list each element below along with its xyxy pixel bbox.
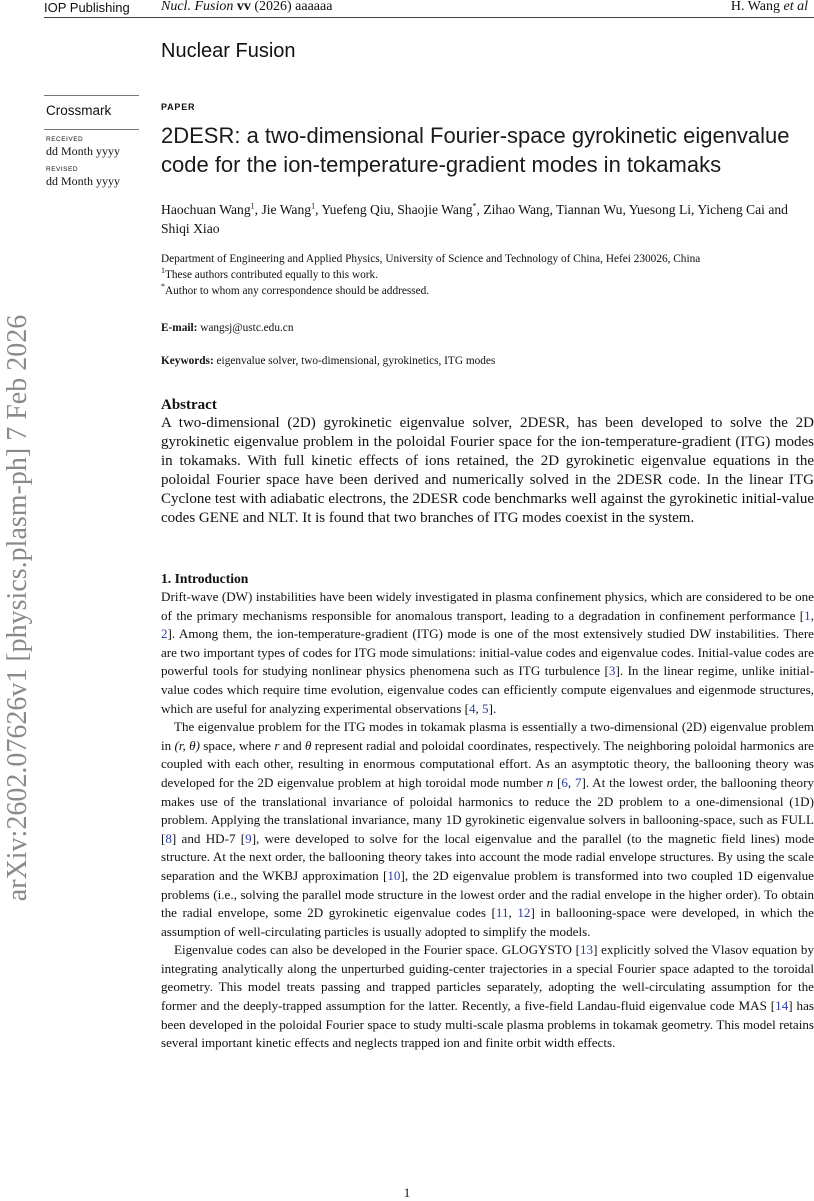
author-name: Shiqi Xiao [161,221,220,236]
author-name: Haochuan Wang [161,202,251,217]
author-name: Shaojie Wang [397,202,473,217]
citation-link[interactable]: 7 [574,774,582,790]
citation-link[interactable]: 13 [580,942,594,958]
citation-link[interactable]: 5 [482,700,489,716]
citation-journal: Nucl. Fusion [161,0,234,14]
text-run: , [475,700,483,716]
crossmark-link[interactable]: Crossmark [46,103,112,118]
journal-citation [161,0,332,15]
math-symbol: θ [305,737,312,753]
text-run: ]. [488,700,497,716]
text-run: , [810,607,814,623]
received-value: dd Month yyyy [46,144,121,158]
citation-link[interactable]: 4 [468,700,476,716]
email-address[interactable]: wangsj@ustc.edu.cn [200,322,294,334]
abstract-text: A two-dimensional (2D) gyrokinetic eigenvalue solver, 2DESR, has been developed to solve the 2D gyrokinetic eigenvalue problem in the poloidal Fourier space for the ion-temperature-gradient (ITG) modes in tokamaks. With full kinetic effects of ions retained, the 2D gyrokinetic eigenvalue equations in the poloidal Fourier space have been derived and numerically solved in the 2DESR code. In the linear ITG Cyclone test with adiabatic electrons, the 2DESR code benchmarks well against the gyrokinetic initial-value codes GENE and NLT. It is found that two branches of ITG modes coexist in the system. [161,415,814,526]
running-authors [731,0,808,15]
author-separator: , [254,202,262,217]
paragraph-1 [161,588,814,718]
text-run: represent radial and poloidal coordinates, respectively. The neighboring poloidal harmonics are coupled with each other, resulting in enormous computational effort. As an asymptotic theory, the ballooning theory was developed for the 2D eigenvalue problem at high toroidal mode number [161,737,814,790]
citation-link[interactable]: 3 [608,663,616,679]
affiliation-block [161,251,700,299]
equal-contribution-note [161,267,700,283]
revised-value: dd Month yyyy [46,174,121,188]
math-symbol: n [546,774,554,790]
text-run: ]. In the linear regime, unlike initial-value codes which require time evolution, eigenvalue codes can efficiently compute eigenvalues and eigenmode structures, which are useful for analyzing experimental observations [ [161,663,814,716]
affiliation: Department of Engineering and Applied Physics, University of Science and Technology of China, Hefei 230026, China [161,253,701,265]
paper-type-label: PAPER [161,102,196,112]
journal-name: Nuclear Fusion [161,40,296,62]
email-line [161,322,293,334]
author-mark: 1 [311,201,316,211]
text-run: ] and HD-7 [ [171,830,246,846]
citation-link[interactable]: 11 [495,905,509,921]
author-mark: 1 [250,201,255,211]
running-author-name: H. Wang [730,0,780,14]
text-run: , [567,774,575,790]
sidebar-rule-mid [44,129,139,130]
author-separator: , [315,202,322,217]
author-list [161,200,811,238]
author-mark: * [472,201,477,211]
section-heading: 1. Introduction [161,571,249,586]
arxiv-stamp-text: arXiv:2602.07626v1 [physics.plasm-ph] 7 Feb 2026 [2,314,33,902]
text-run: , [508,905,518,921]
running-header [0,0,814,18]
citation-link[interactable]: 9 [245,830,252,846]
corr-note-text: Author to whom any correspondence should be addressed. [165,285,430,297]
paragraph-2 [161,718,814,941]
email-label: E-mail: [161,322,198,334]
arxiv-stamp [0,283,36,933]
text-run: Eigenvalue codes can also be developed in the Fourier space. GLOGYSTO [ [174,942,580,958]
text-run: ], the 2D eigenvalue problem is transformed into two coupled 1D eigenvalue problems (i.e., solving the parallel mode structure in the lowest order and the radial envelope in the higher order). To obtain the radial envelope, some 2D gyrokinetic eigenvalue codes [ [161,867,814,921]
math-symbol: r [274,737,280,753]
text-run: and [279,737,306,753]
author-separator: , [549,202,557,217]
author-name: Tiannan Wu [556,202,623,217]
author-separator: , [622,202,629,217]
text-run: ]. Among them, the ion-temperature-gradient (ITG) mode is one of the most extensively studied DW instabilities. There are two important types of codes for ITG mode simulations: initial-value codes and eigenvalue codes. Initial-value codes are powerful tools for studying nonlinear physics phenomena such as ITG turbulence [ [161,626,814,679]
page-number: 1 [403,1185,411,1200]
author-separator: , [476,202,484,217]
text-run: ], were developed to solve for the local eigenvalue and the parallel (to the magnetic field lines) mode structure. At the next order, the ballooning theory takes into account the mode radial envelope structures. By using the scale separation and the WKBJ approximation [ [161,830,814,883]
author-name: Jie Wang [261,202,312,217]
abstract [161,396,814,528]
text-run: [ [553,774,562,790]
text-run: space, where [199,737,275,753]
math-symbol: (r, θ) [174,737,200,753]
running-et-al: et al [783,0,808,14]
citation-link[interactable]: 6 [561,774,568,790]
text-run: ]. At the lowest order, the ballooning theory makes use of the translational invariance of poloidal harmonics to reduce the 2D problem to a one-dimensional (1D) problem. Applying the translational invariance, many 1D gyrokinetic eigenvalue solvers in ballooning-space, such as FULL [ [161,774,814,846]
citation-link[interactable]: 8 [165,830,172,846]
equal-note-mark: 1 [161,266,165,276]
keywords-label: Keywords: [161,355,214,367]
author-separator: , [691,202,698,217]
citation-rest: (2026) aaaaaa [254,0,333,14]
author-separator: , [390,202,398,217]
author-name: Yicheng Cai [697,202,765,217]
citation-link[interactable]: 1 [804,607,811,623]
citation-volume: vv [236,0,251,14]
author-name: Yuesong Li [628,202,692,217]
text-run: ] in ballooning-space were developed, in which the assumption of well-circulating particles is usually adopted to simplify the models. [161,905,814,939]
abstract-heading: Abstract [161,397,217,413]
received-label: RECEIVED [46,136,84,143]
paper-title: 2DESR: a two-dimensional Fourier-space gyrokinetic eigenvalue code for the ion-temperature-gradient modes in tokamaks [161,123,790,177]
text-run: Drift-wave (DW) instabilities have been widely investigated in plasma confinement physics, which are considered to be one of the primary mechanisms responsible for anomalous transport, leading to a degradation in confinement performance [ [161,589,814,623]
citation-link[interactable]: 2 [161,626,168,642]
citation-link[interactable]: 10 [387,867,401,883]
citation-link[interactable]: 14 [775,998,789,1014]
author-separator: and [764,202,788,217]
citation-link[interactable]: 12 [517,905,531,921]
keywords-value: eigenvalue solver, two-dimensional, gyrokinetics, ITG modes [216,355,496,367]
text-run: The eigenvalue problem for the ITG modes in tokamak plasma is essentially a two-dimensional (2D) eigenvalue problem in [161,719,814,753]
corr-note-mark: * [161,282,165,292]
text-run: ] has been developed in the poloidal Fourier space to study multi-scale plasma problems in tokamak geometry. This model retains several important kinetic effects and neglects trapped ion and finite orbit width effects. [161,998,814,1051]
keywords-line [161,355,495,367]
text-run: ] explicitly solved the Vlasov equation by integrating analytically along the unperturbed guiding-center trajectories in a special Fourier space adapted to the toroidal geometry. This model treats passing and trapped particles separately, adopting the well-circulating assumption for the former and the deeply-trapped assumption for the latter. Recently, a five-field Landau-fluid eigenvalue code MAS [ [161,942,814,1014]
equal-note-text: These authors contributed equally to this work. [165,269,379,281]
publisher-name: IOP Publishing [44,0,130,15]
paragraph-3 [161,941,814,1053]
author-name: Zihao Wang [483,202,550,217]
author-name: Yuefeng Qiu [321,202,391,217]
header-rule [44,17,814,18]
corresponding-author-note [161,283,700,299]
sidebar-rule-top [44,95,139,96]
revised-label: REVISED [46,166,79,173]
introduction-section [161,570,814,1053]
